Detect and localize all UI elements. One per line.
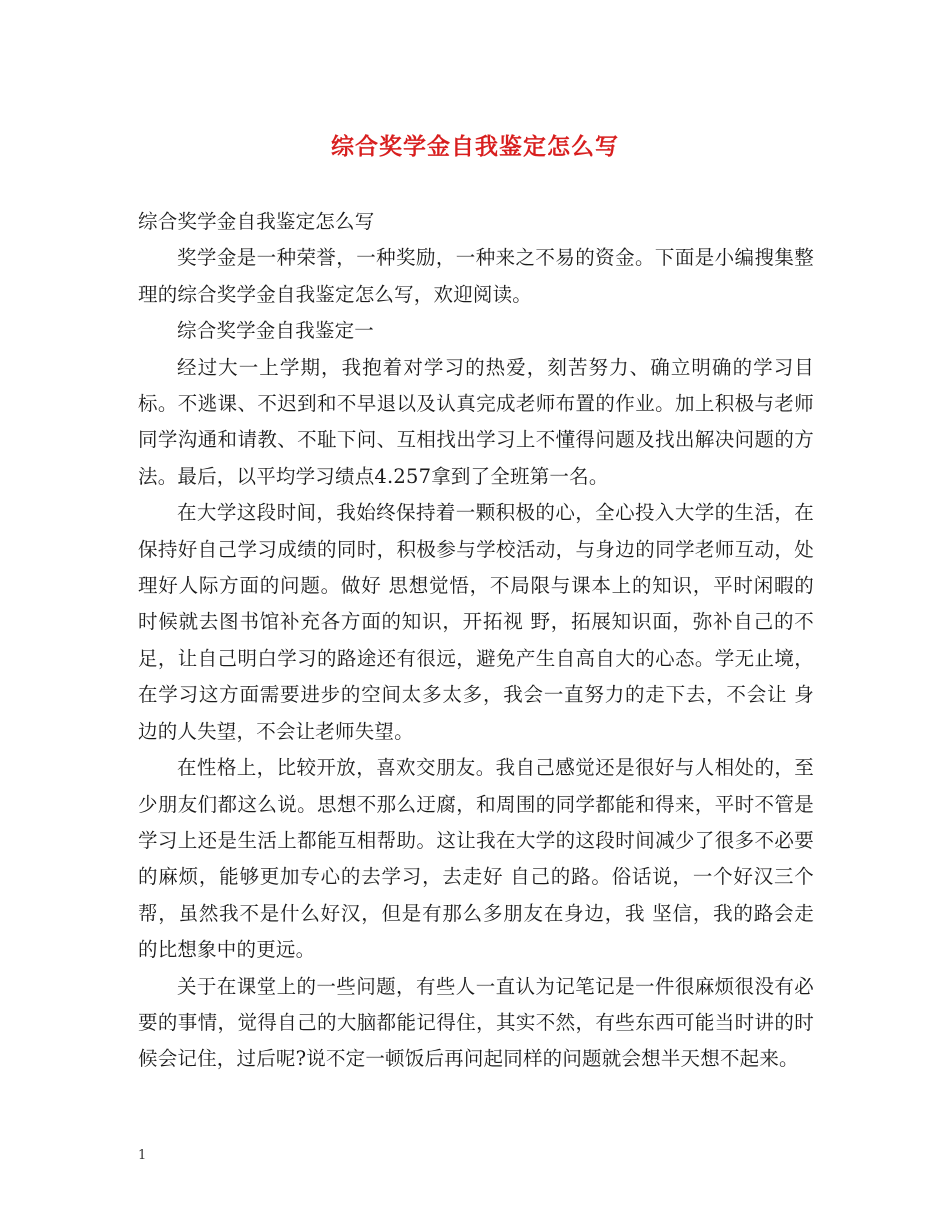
body-paragraph: 在性格上，比较开放，喜欢交朋友。我自己感觉还是很好与人相处的，至少朋友们都这么说。思想不那么迂腐，和周围的同学都能和得来，平时不管是学习上还是生活上都能互相帮助。这让我在大学的这段时间减少了很多不必要的麻烦，能够更加专心的去学习，去走好 自己的路。俗话说，一个好汉三个帮，虽然我不是什么好汉，但是有那么多朋友在身边，我 坚信，我的路会走的比想象中的更远。 [138,756,814,962]
body-paragraph: 经过大一上学期，我抱着对学习的热爱，刻苦努力、确立明确的学习目标。不逃课、不迟到和不早退以及认真完成老师布置的作业。加上积极与老师同学沟通和请教、不耻下问、互相找出学习上不懂得问题及找出解决问题的方法。最后，以平均学习绩点4.257拿到了全班第一名。 [138,355,814,488]
body-paragraph: 在大学这段时间，我始终保持着一颗积极的心，全心投入大学的生活，在保持好自己学习成绩的同时，积极参与学校活动，与身边的同学老师互动，处理好人际方面的问题。做好 思想觉悟，不局限与课本上的知识，平时闲暇的时候就去图书馆补充各方面的知识，开拓视 野，拓展知识面，弥补自己的不足，让自己明白学习的路途还有很远，避免产生自高自大的心态。学无止境，在学习这方面需要进步的空间太多太多，我会一直努力的走下去，不会让 身边的人失望，不会让老师失望。 [138,501,814,743]
document-title: 综合奖学金自我鉴定怎么写 [331,133,619,160]
body-paragraph: 关于在课堂上的一些问题，有些人一直认为记笔记是一件很麻烦很没有必要的事情，觉得自己的大脑都能记得住，其实不然，有些东西可能当时讲的时候会记住，过后呢?说不定一顿饭后再问起同样的问题就会想半天想不起来。 [138,974,814,1071]
intro-paragraph: 奖学金是一种荣誉，一种奖励，一种来之不易的资金。下面是小编搜集整理的综合奖学金自我鉴定怎么写，欢迎阅读。 [138,246,814,306]
page-number: 1 [138,1148,147,1163]
document-body [138,204,814,1078]
section-heading: 综合奖学金自我鉴定一 [177,319,375,343]
subtitle-line: 综合奖学金自我鉴定怎么写 [138,210,375,233]
